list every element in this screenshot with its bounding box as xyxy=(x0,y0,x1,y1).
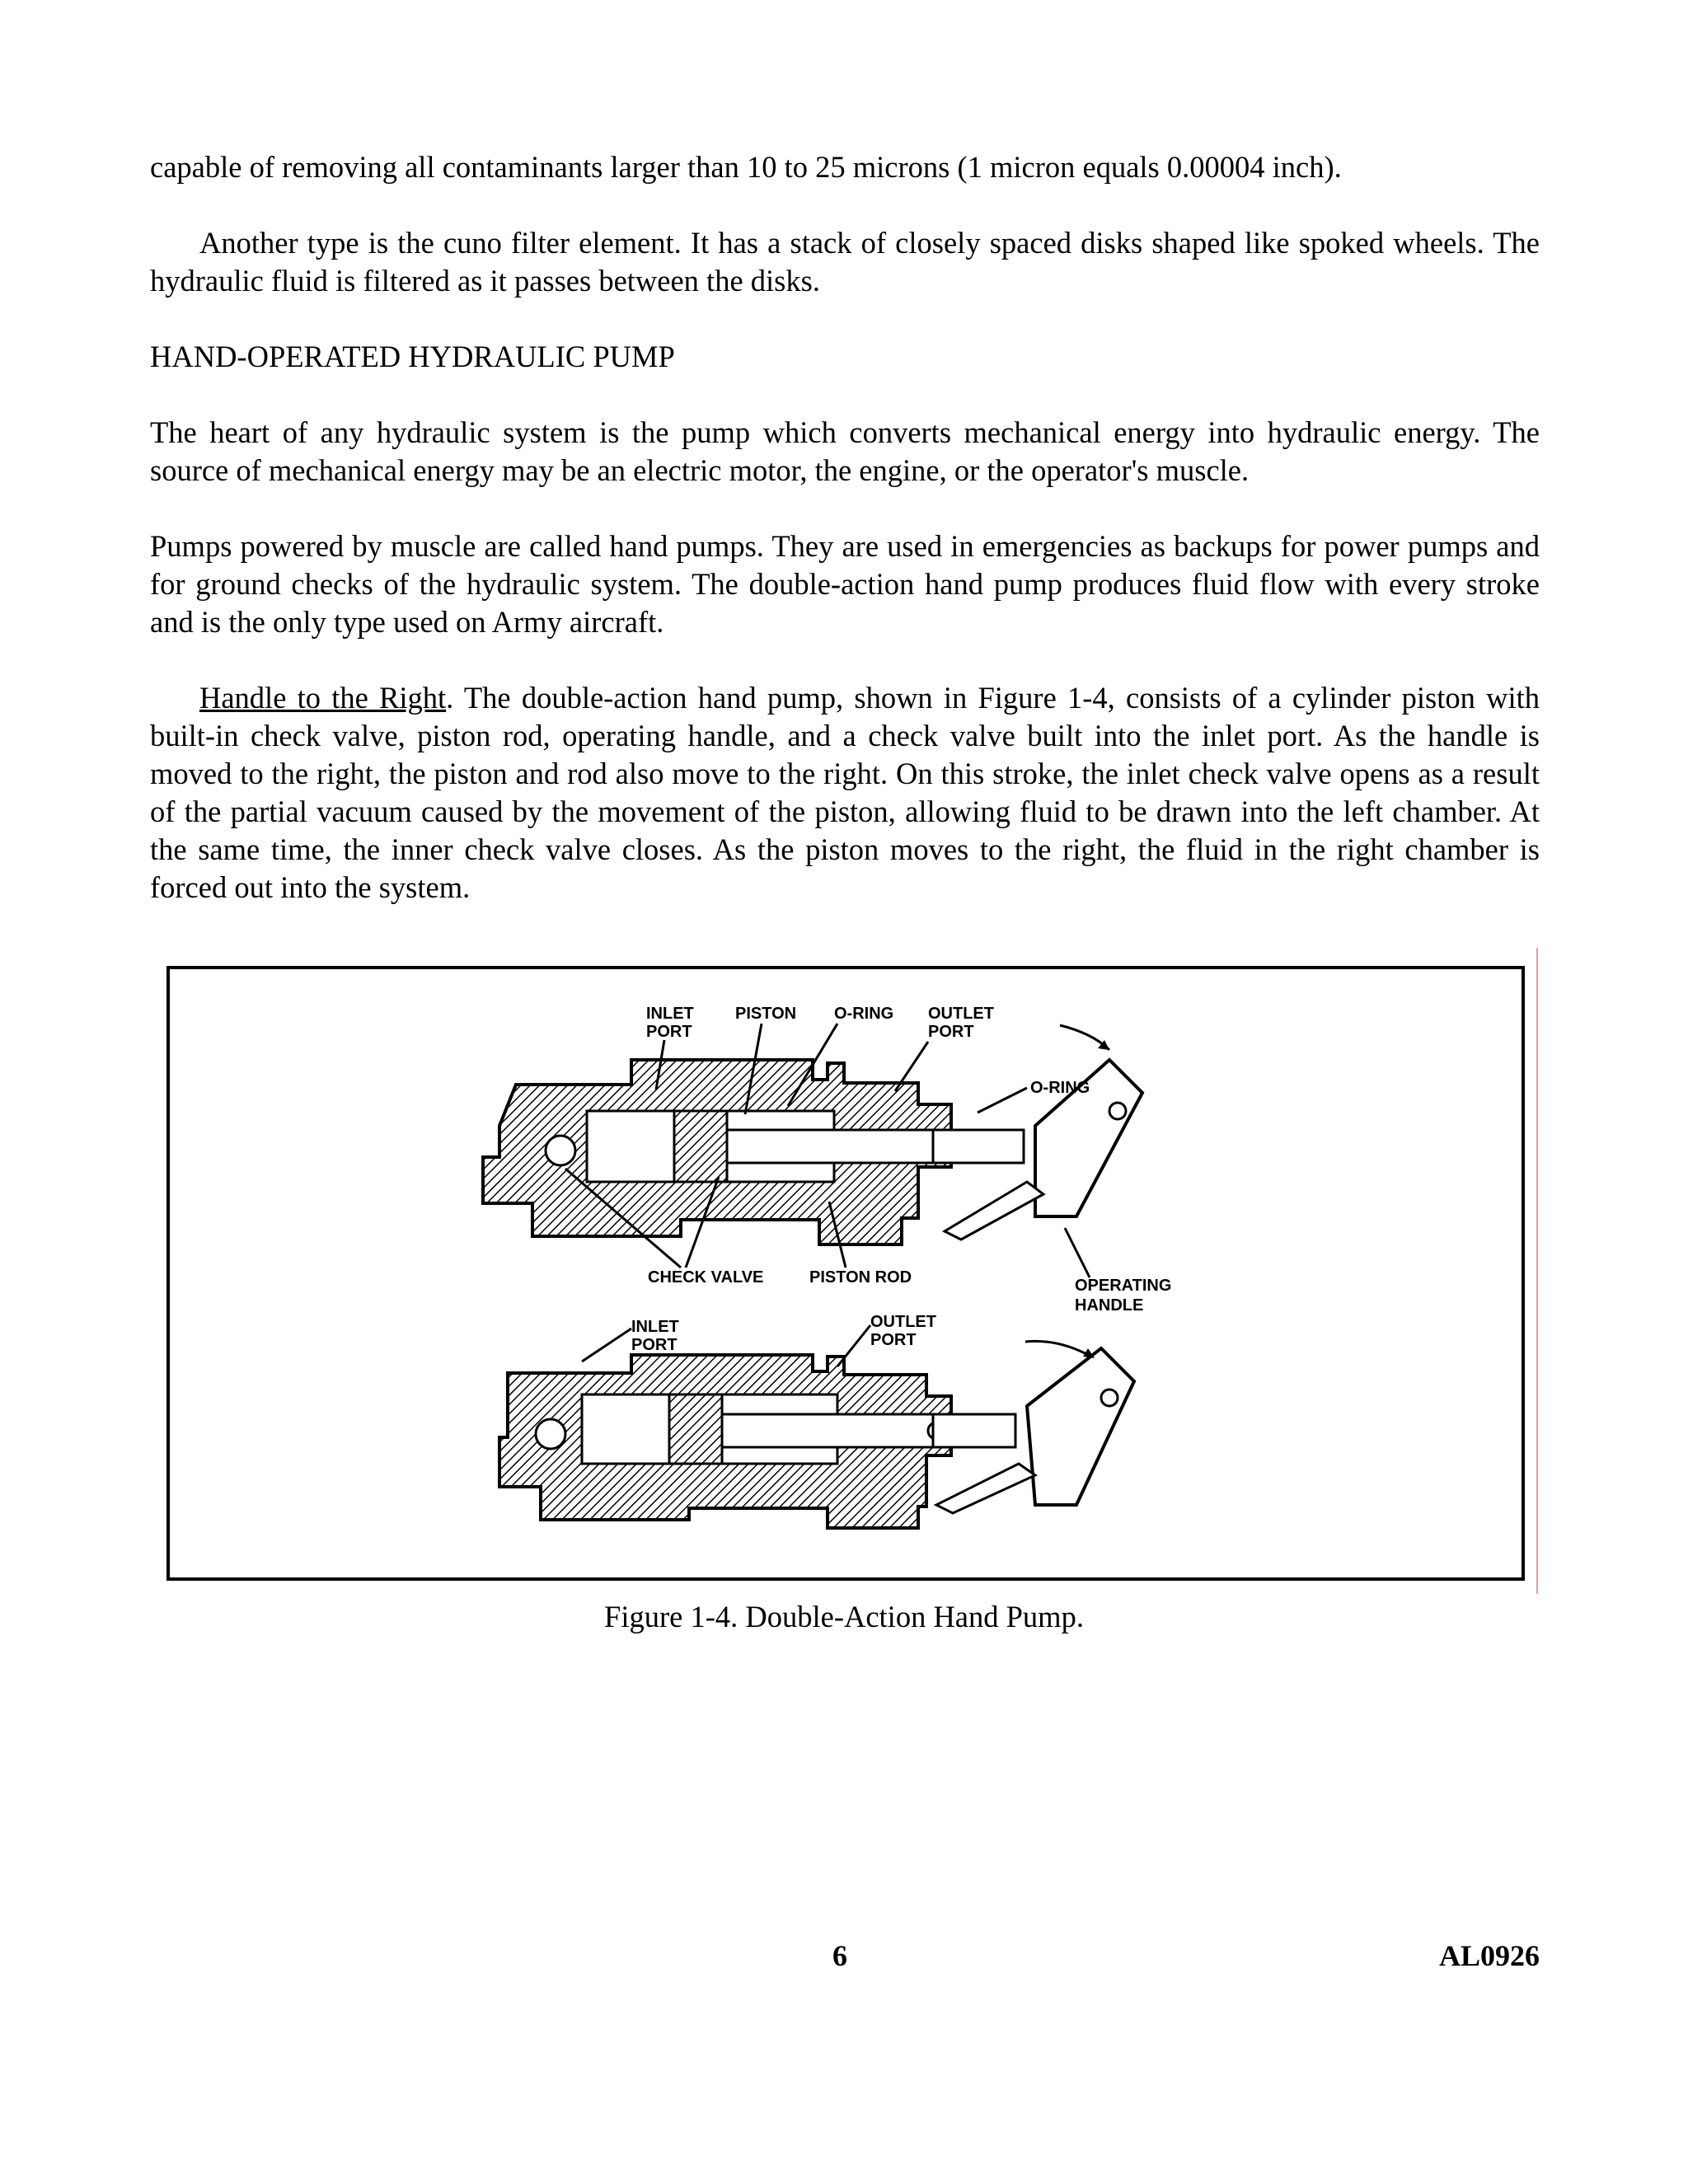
label-operating-2: HANDLE xyxy=(1075,1296,1144,1315)
figure-caption: Figure 1-4. Double-Action Hand Pump. xyxy=(604,1600,1084,1633)
top-piston-rod xyxy=(727,1130,933,1163)
document-code: AL0926 xyxy=(1438,1939,1540,1972)
paragraph-filter-microns: capable of removing all contaminants larger than 10 to 25 microns (1 micron equals 0.00004 inch). xyxy=(150,150,1342,184)
bottom-label-outlet-2: PORT xyxy=(870,1331,917,1349)
handle-right-text: . The double-action hand pump, shown in Figure 1-4, consists of a cylinder piston with built-in check valve, piston rod, operating handle, and a check valve built into the inlet port. As the handle is moved to the right, the piston and rod also move to the right. On this stroke, the inlet check valve opens as a result of the partial vacuum caused by the movement of the piston, allowing fluid to be drawn into the left chamber. At the same time, the inner check valve closes. As the piston moves to the right, the fluid in the right chamber is forced out into the system. xyxy=(150,681,1540,904)
bottom-handle-hole xyxy=(1101,1390,1118,1406)
bottom-link xyxy=(933,1414,1015,1447)
hand-pump-diagram xyxy=(170,969,1522,1577)
top-label-o-ring: O-RING xyxy=(834,1005,894,1023)
paragraph-cuno-filter: Another type is the cuno filter element. It has a stack of closely spaced disks shaped like spoked wheels. The hydraulic fluid is filtered as it passes between the disks. xyxy=(150,226,1540,298)
top-label-outlet-1: OUTLET xyxy=(928,1005,994,1023)
top-label-o-ring-right: O-RING xyxy=(1030,1079,1090,1097)
bottom-label-outlet-1: OUTLET xyxy=(870,1313,936,1331)
top-handle-hole xyxy=(1109,1103,1126,1119)
top-pump-assembly xyxy=(483,1025,1142,1244)
bottom-label-inlet-2: PORT xyxy=(631,1336,678,1354)
top-label-inlet-1: INLET xyxy=(646,1005,694,1023)
label-operating-1: OPERATING xyxy=(1075,1277,1172,1295)
bottom-piston-rod xyxy=(722,1414,936,1447)
bottom-pump-assembly xyxy=(499,1341,1134,1528)
bottom-handle-arrow xyxy=(1025,1341,1091,1357)
paragraph-pump-heart: The heart of any hydraulic system is the pump which converts mechanical energy into hydraulic energy. The source of mechanical energy may be an electric motor, the engine, or the operator's muscle. xyxy=(150,415,1540,487)
top-label-outlet-2: PORT xyxy=(928,1023,974,1041)
section-heading: HAND-OPERATED HYDRAULIC PUMP xyxy=(150,340,675,373)
paragraph-hand-pumps: Pumps powered by muscle are called hand pumps. They are used in emergencies as backups for power pumps and for ground checks of the hydraulic system. The double-action hand pump produces fluid flow with every stroke and is the only type used on Army aircraft. xyxy=(150,529,1540,639)
top-lower-link xyxy=(945,1182,1043,1240)
top-label-piston-rod: PISTON ROD xyxy=(809,1268,912,1286)
bottom-operating-handle xyxy=(1027,1348,1134,1505)
paragraph-handle-right xyxy=(150,679,1540,907)
page-number: 6 xyxy=(832,1939,847,1972)
handle-right-term: Handle to the Right xyxy=(199,681,447,715)
top-piston xyxy=(674,1111,727,1182)
scan-margin-line xyxy=(1536,948,1538,1594)
bottom-label-inlet-1: INLET xyxy=(631,1318,679,1336)
top-label-piston: PISTON xyxy=(735,1005,797,1023)
bottom-lower-link xyxy=(936,1464,1035,1513)
bottom-piston xyxy=(669,1394,722,1464)
bottom-inlet-check-ball xyxy=(536,1419,565,1449)
top-label-inlet-2: PORT xyxy=(646,1023,692,1041)
top-link xyxy=(933,1130,1024,1163)
top-label-check-valve: CHECK VALVE xyxy=(648,1268,764,1286)
top-inlet-check-ball xyxy=(546,1136,575,1165)
figure-frame xyxy=(166,966,1525,1581)
